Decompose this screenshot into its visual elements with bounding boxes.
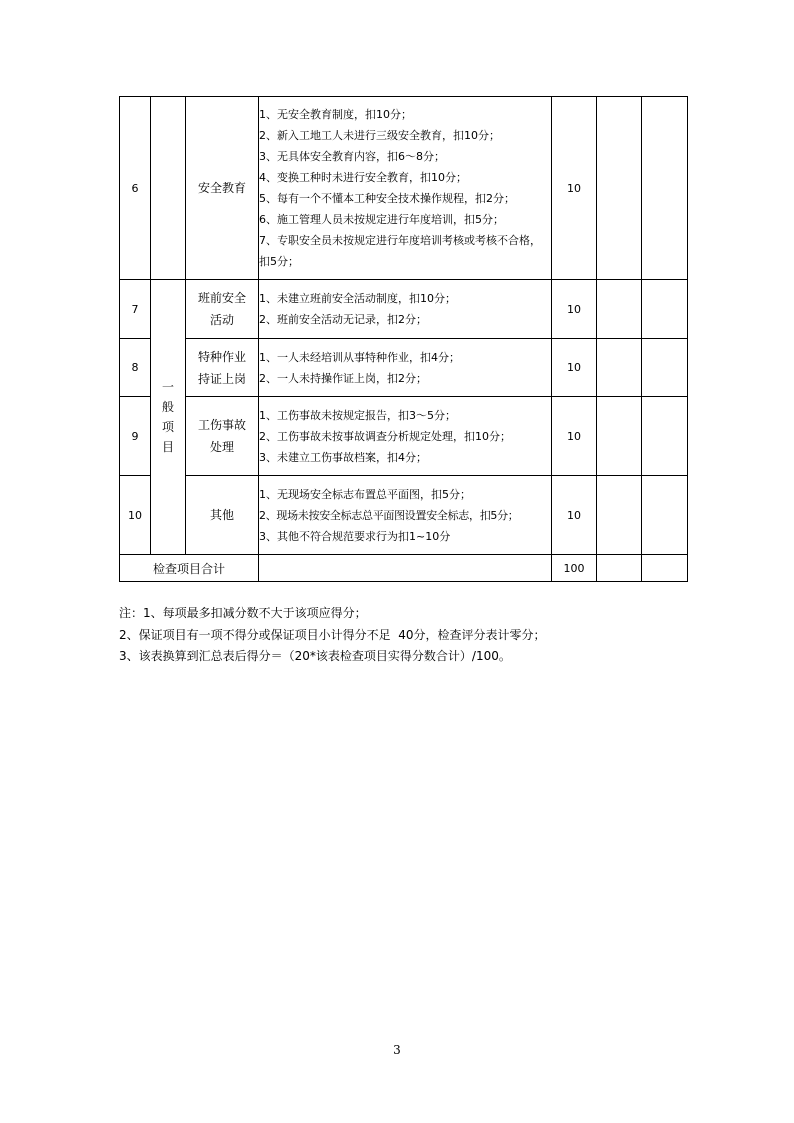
- total-label: 检查项目合计: [120, 555, 259, 582]
- deduction-rules: [259, 476, 552, 555]
- page-number: 3: [393, 1043, 401, 1057]
- rule-line: 3、未建立工伤事故档案，扣4分；: [259, 450, 427, 464]
- category-char: 般: [161, 400, 174, 414]
- note-line: 2、保证项目有一项不得分或保证项目小计得分不足 40分，检查评分表计零分；: [119, 627, 546, 642]
- category-char: 项: [161, 420, 174, 434]
- rule-line: 1、一人未经培训从事特种作业，扣4分；: [259, 350, 460, 364]
- deducted-score-cell: [597, 97, 642, 280]
- rule-line: 1、无安全教育制度，扣10分；: [259, 108, 412, 121]
- total-row: [120, 555, 688, 582]
- actual-score-cell: [642, 280, 688, 339]
- note-line: 注：1、每项最多扣减分数不大于该项应得分；: [119, 606, 367, 620]
- table-row: [120, 97, 688, 280]
- category-char: 一: [161, 380, 174, 394]
- actual-score-cell: [642, 97, 688, 280]
- item-name: 工伤事故处理: [186, 397, 259, 476]
- table-row: [120, 339, 688, 397]
- rule-line: 2、一人未持操作证上岗，扣2分；: [259, 371, 427, 385]
- full-score: 10: [552, 339, 597, 397]
- rule-line: 2、新入工地工人未进行三级安全教育，扣10分；: [259, 129, 500, 142]
- item-number: 10: [120, 476, 151, 555]
- deduction-rules: [259, 97, 552, 280]
- total-actual-cell: [642, 555, 688, 582]
- rule-line: 4、变换工种时未进行安全教育，扣10分；: [259, 171, 467, 184]
- rule-line: 2、班前安全活动无记录，扣2分；: [259, 313, 427, 326]
- full-score: 10: [552, 97, 597, 280]
- total-score: 100: [552, 555, 597, 582]
- table-row: [120, 476, 688, 555]
- category-char: 目: [161, 440, 174, 454]
- category-cell-empty: [151, 97, 186, 280]
- inspection-score-table: [119, 96, 688, 582]
- rule-line: 1、工伤事故未按规定报告，扣3～5分；: [259, 408, 456, 422]
- actual-score-cell: [642, 397, 688, 476]
- deducted-score-cell: [597, 397, 642, 476]
- item-name: 安全教育: [186, 97, 259, 280]
- table-row: [120, 397, 688, 476]
- rule-line: 1、未建立班前安全活动制度，扣10分；: [259, 292, 456, 305]
- rule-line: 3、无具体安全教育内容，扣6～8分；: [259, 150, 445, 163]
- full-score: 10: [552, 280, 597, 339]
- deducted-score-cell: [597, 339, 642, 397]
- full-score: 10: [552, 476, 597, 555]
- deduction-rules: [259, 339, 552, 397]
- item-number: 6: [120, 97, 151, 280]
- rule-line: 7、专职安全员未按规定进行年度培训考核或考核不合格，扣5分；: [259, 234, 541, 268]
- item-number: 7: [120, 280, 151, 339]
- notes: [119, 603, 546, 668]
- item-number: 8: [120, 339, 151, 397]
- total-rules-cell: [259, 555, 552, 582]
- rule-line: 6、施工管理人员未按规定进行年度培训，扣5分；: [259, 213, 504, 226]
- item-name: 其他: [186, 476, 259, 555]
- item-name: 班前安全活动: [186, 280, 259, 339]
- rule-line: 1、无现场安全标志布置总平面图，扣5分；: [259, 487, 471, 501]
- rule-line: 2、工伤事故未按事故调查分析规定处理，扣10分；: [259, 429, 511, 443]
- total-deducted-cell: [597, 555, 642, 582]
- note-line: 3、该表换算到汇总表后得分＝（20*该表检查项目实得分数合计）/100。: [119, 649, 511, 663]
- item-name: 特种作业持证上岗: [186, 339, 259, 397]
- actual-score-cell: [642, 339, 688, 397]
- rule-line: 2、现场未按安全标志总平面图设置安全标志，扣5分；: [259, 508, 519, 522]
- deducted-score-cell: [597, 476, 642, 555]
- category-general-items: [151, 280, 186, 555]
- table-row: [120, 280, 688, 339]
- deducted-score-cell: [597, 280, 642, 339]
- item-number: 9: [120, 397, 151, 476]
- rule-line: 3、其他不符合规范要求行为扣1~10分: [259, 529, 451, 543]
- rule-line: 5、每有一个不懂本工种安全技术操作规程，扣2分；: [259, 192, 515, 205]
- deduction-rules: [259, 397, 552, 476]
- deduction-rules: [259, 280, 552, 339]
- actual-score-cell: [642, 476, 688, 555]
- full-score: 10: [552, 397, 597, 476]
